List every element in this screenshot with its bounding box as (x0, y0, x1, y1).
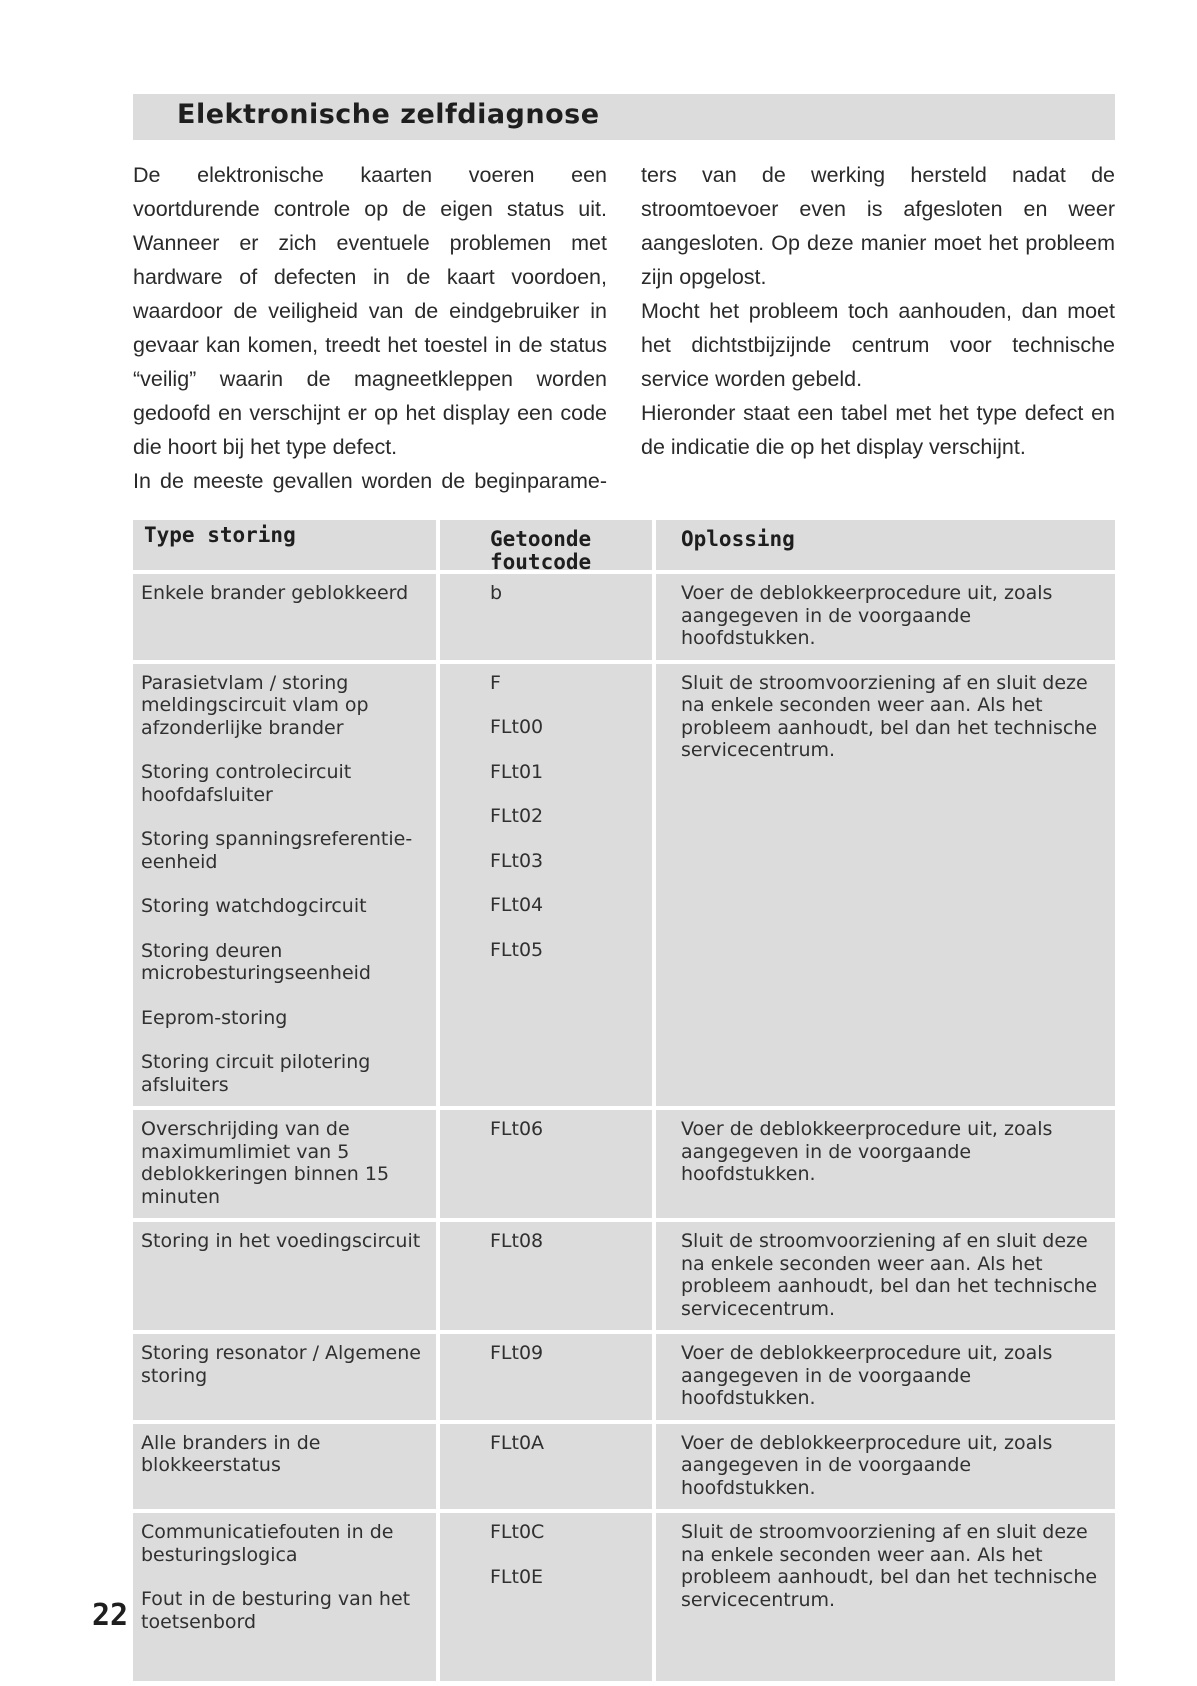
table-cell-type (133, 1222, 436, 1330)
table-cell-solution: Sluit de stroomvoorziening af en sluit deze na enkele seconden weer aan. Als het probleem aanhoudt, bel dan het technische servicecentrum. (656, 664, 1115, 1107)
table-cell-code (440, 1424, 652, 1510)
table-cell-code (440, 1334, 652, 1420)
header-foutcode: Getoonde foutcode (440, 520, 652, 570)
table-cell-type (133, 1110, 436, 1218)
table-cell-type (133, 574, 436, 660)
error-type: Storing controlecircuit hoofdafsluiter (141, 761, 352, 806)
intro-paragraph: ters van de werking hersteld nadat de stroomtoevoer even is afgesloten en weer aangesloten. Op deze manier moet het probleem zijn opgelost. (641, 163, 1115, 289)
intro-paragraph: In de meeste gevallen worden de beginparame- (133, 469, 607, 493)
error-type: Parasietvlam / storing meldingscircuit vlam op afzonderlijke brander (141, 671, 369, 739)
page-title: Elektronische zelfdiagnose (177, 99, 600, 130)
table-cell-type (133, 1424, 436, 1510)
error-code-table (133, 520, 1115, 1681)
intro-right-column (641, 158, 1115, 498)
intro-paragraph: Mocht het probleem toch aanhouden, dan moet het dichtstbijzijnde centrum voor technische service worden gebeld. (641, 299, 1115, 391)
intro-left-column (133, 158, 607, 498)
error-code: FLt02 (490, 805, 544, 827)
error-type: Enkele brander geblokkeerd (141, 582, 409, 604)
table-cell-solution: Voer de deblokkeerprocedure uit, zoals aangegeven in de voorgaande hoofdstukken. (656, 1424, 1115, 1510)
table-cell-code (440, 664, 652, 1107)
table-cell-solution: Sluit de stroomvoorziening af en sluit deze na enkele seconden weer aan. Als het probleem aanhoudt, bel dan het technische servicecentrum. (656, 1222, 1115, 1330)
error-code: FLt01 (490, 760, 544, 783)
intro-paragraph: De elektronische kaarten voeren een voortdurende controle op de eigen status uit. Wanneer er zich eventuele problemen met hardware of defecten in de kaart voordoen, waardoor de veiligheid van de eindgebruiker in gevaar kan komen, treedt het toestel in de status “veilig” waarin de magneetkleppen worden gedoofd en verschijnt er op het display een code die hoort bij het type defect. (133, 163, 607, 459)
error-type: Storing in het voedingscircuit (141, 1230, 421, 1252)
error-code: FLt00 (490, 716, 544, 738)
section-title-bar (133, 94, 1115, 140)
error-type: Storing watchdogcircuit (141, 895, 367, 917)
table-cell-solution: Voer de deblokkeerprocedure uit, zoals aangegeven in de voorgaande hoofdstukken. (656, 574, 1115, 660)
error-code: FLt03 (490, 849, 544, 872)
error-code: FLt08 (490, 1230, 544, 1252)
error-code: FLt0C (490, 1521, 545, 1543)
error-type: Overschrijding van de maximumlimiet van 5 deblokkeringen binnen 15 minuten (141, 1118, 390, 1208)
error-type: Communicatiefouten in de besturingslogica (141, 1521, 394, 1566)
table-cell-code (440, 1110, 652, 1218)
error-code: FLt05 (490, 938, 544, 961)
intro-text (133, 158, 1115, 498)
table-cell-type (133, 1513, 436, 1681)
table-cell-code (440, 1222, 652, 1330)
error-code: b (490, 582, 503, 604)
table-cell-solution: Sluit de stroomvoorziening af en sluit deze na enkele seconden weer aan. Als het probleem aanhoudt, bel dan het technische servicecentrum. (656, 1513, 1115, 1681)
error-type: Eeprom-storing (141, 1006, 288, 1029)
table-cell-solution: Voer de deblokkeerprocedure uit, zoals aangegeven in de voorgaande hoofdstukken. (656, 1110, 1115, 1218)
table-cell-code (440, 1513, 652, 1681)
header-type-storing: Type storing (133, 520, 436, 570)
error-type: Storing spanningsreferentie-eenheid (141, 828, 413, 873)
error-code: FLt06 (490, 1118, 544, 1140)
error-type: Storing resonator / Algemene storing (141, 1342, 421, 1387)
table-cell-solution: Voer de deblokkeerprocedure uit, zoals aangegeven in de voorgaande hoofdstukken. (656, 1334, 1115, 1420)
error-type: Storing deuren microbesturingseenheid (141, 939, 371, 984)
error-type: Fout in de besturing van het toetsenbord (141, 1588, 411, 1633)
error-type: Alle branders in de blokkeerstatus (141, 1431, 321, 1476)
header-oplossing: Oplossing (656, 520, 1115, 570)
table-cell-code (440, 574, 652, 660)
table-cell-type (133, 1334, 436, 1420)
error-type: Storing circuit pilotering afsluiters (141, 1051, 371, 1096)
error-code: F (490, 671, 501, 694)
intro-paragraph: Hieronder staat een tabel met het type defect en de indicatie die op het display verschijnt. (641, 401, 1115, 459)
error-code: FLt0E (490, 1565, 544, 1588)
error-code: FLt0A (490, 1431, 545, 1454)
table-cell-type (133, 664, 436, 1107)
error-code: FLt04 (490, 894, 544, 916)
error-code: FLt09 (490, 1342, 544, 1364)
page-number: 22 (92, 1598, 129, 1633)
